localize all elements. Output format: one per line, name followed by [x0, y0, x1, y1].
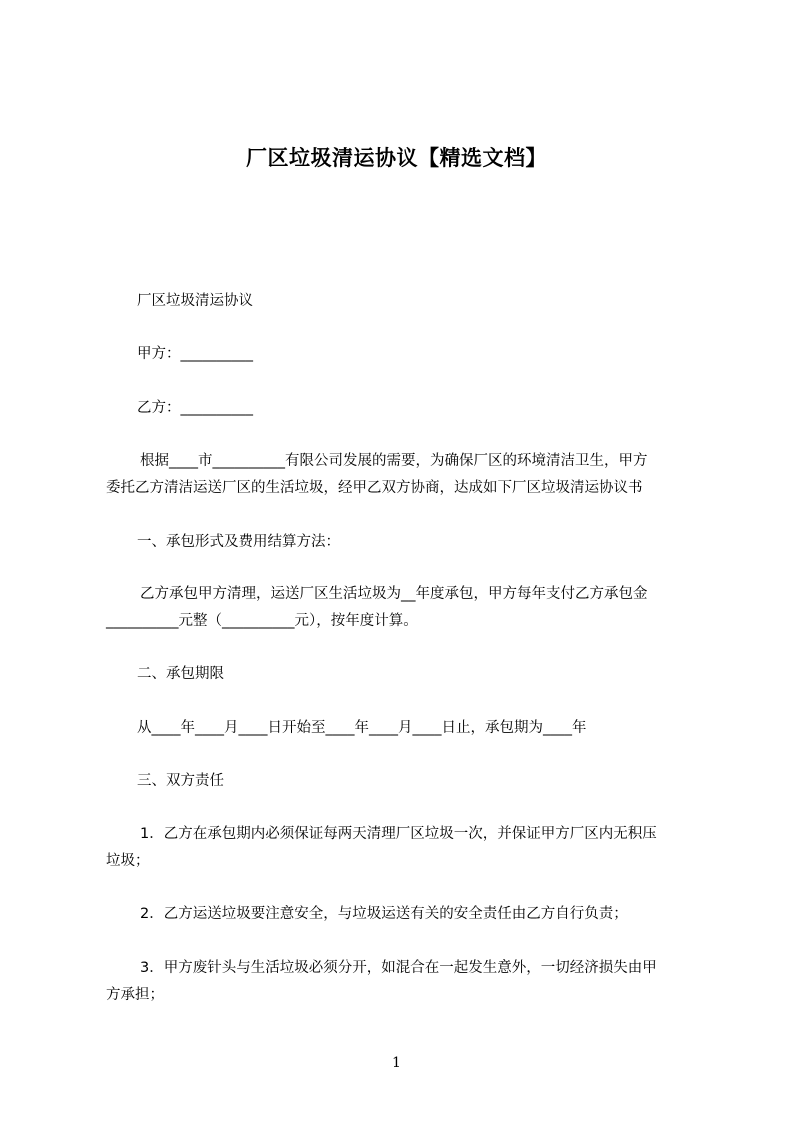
section-1-title: 一、承包形式及费用结算方法：: [137, 534, 340, 550]
agreement-heading: 厂区垃圾清运协议: [137, 293, 253, 309]
section-2-paragraph: 从____年____月____日开始至____年____月____日止，承包期为____年: [137, 720, 587, 736]
responsibility-item-3-line-1: 3．甲方废针头与生活垃圾必须分开，如混合在一起发生意外，一切经济损失由甲: [140, 960, 657, 976]
party-a-line: 甲方：__________: [137, 346, 253, 362]
section-1-paragraph-line-2: __________元整（__________元），按年度计算。: [106, 613, 418, 629]
responsibility-item-2: 2．乙方运送垃圾要注意安全，与垃圾运送有关的安全责任由乙方自行负责；: [140, 906, 628, 922]
intro-paragraph-line-2: 委托乙方清洁运送厂区的生活垃圾，经甲乙双方协商，达成如下厂区垃圾清运协议书: [106, 480, 643, 496]
document-title: 厂区垃圾清运协议【精选文档】: [246, 146, 547, 170]
party-b-line: 乙方：__________: [137, 400, 253, 416]
section-1-paragraph-line-1: 乙方承包甲方清理，运送厂区生活垃圾为__年度承包，甲方每年支付乙方承包金: [140, 586, 648, 602]
responsibility-item-3-line-2: 方承担；: [106, 987, 164, 1003]
section-2-title: 二、承包期限: [137, 666, 224, 682]
page-number: 1: [392, 1055, 401, 1071]
section-3-title: 三、双方责任: [137, 773, 224, 789]
intro-paragraph-line-1: 根据____市__________有限公司发展的需要，为确保厂区的环境清洁卫生，甲方: [140, 453, 648, 469]
responsibility-item-1-line-2: 垃圾；: [106, 853, 150, 869]
responsibility-item-1-line-1: 1．乙方在承包期内必须保证每两天清理厂区垃圾一次，并保证甲方厂区内无积压: [140, 826, 657, 842]
